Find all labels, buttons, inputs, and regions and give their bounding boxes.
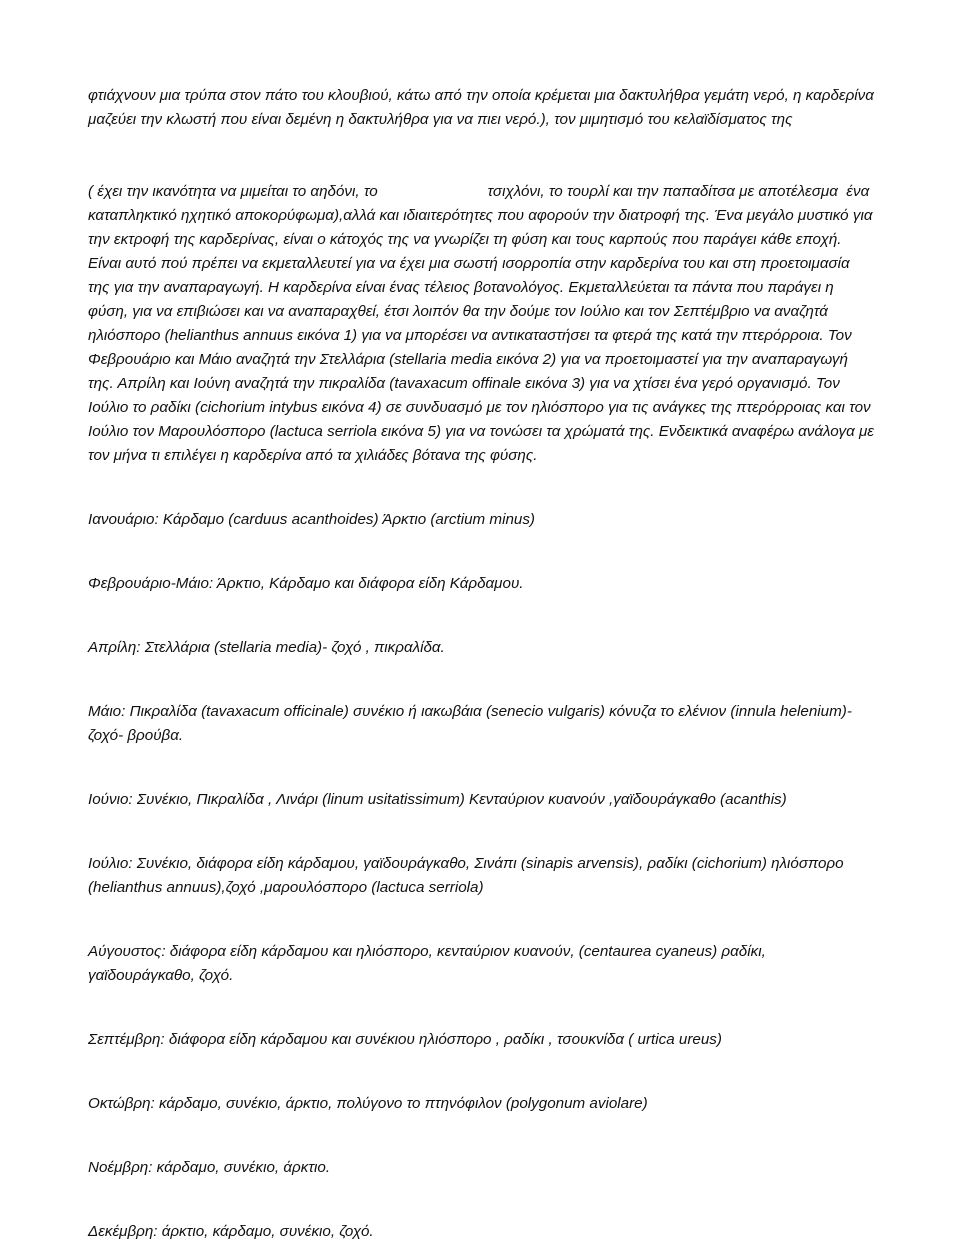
month-june: Ιούνιο: Συνέκιο, Πικραλίδα , Λινάρι (linum usitatissimum) Κενταύριον κυανούν ,γαϊδουράγκαθο (acanthis) — [88, 791, 787, 808]
spacer — [88, 660, 874, 700]
document-page — [88, 84, 879, 1244]
month-september: Σεπτέμβρη: διάφορα είδη κάρδαμου και συνέκιου ηλιόσπορο , ραδίκι , τσουκνίδα ( urtica ureus) — [88, 1031, 722, 1048]
spacer — [88, 532, 874, 572]
spacer — [88, 900, 874, 940]
spacer — [88, 1180, 874, 1220]
month-may: Μάιο: Πικραλίδα (tavaxacum officinale) συνέκιο ή ιακωβάια (senecio vulgaris) κόνυζα το ελένιον (innula helenium)-ζοχό- βρούβα. — [88, 703, 852, 744]
month-august: Αύγουστος: διάφορα είδη κάρδαμου και ηλιόσπορο, κενταύριον κυανούν, (centaurea cyaneus) ραδίκι, γαϊδουράγκαθο, ζοχό. — [88, 943, 766, 984]
spacer — [88, 812, 874, 852]
spacer — [88, 468, 874, 508]
spacer — [88, 988, 874, 1028]
month-april: Απρίλη: Στελλάρια (stellaria media)- ζοχό , πικραλίδα. — [88, 639, 445, 656]
spacer — [88, 1116, 874, 1156]
month-february-may: Φεβρουάριο-Μάιο: Άρκτιο, Κάρδαμο και διάφορα είδη Κάρδαμου. — [88, 575, 524, 592]
intro-paragraph: φτιάχνουν μια τρύπα στον πάτο του κλουβιού, κάτω από την οποία κρέμεται μια δακτυλήθρα γεμάτη νερό, η καρδερίνα μαζεύει την κλωστή που είναι δεμένη η δακτυλήθρα για να πιει νερό.), τον μιμητισμό του κελαϊδίσματος της — [88, 87, 874, 128]
spacer — [88, 1052, 874, 1092]
month-january: Ιανουάριο: Κάρδαμο (carduus acanthoides) Άρκτιο (arctium minus) — [88, 511, 535, 528]
spacer — [88, 156, 874, 180]
month-october: Οκτώβρη: κάρδαμο, συνέκιο, άρκτιο, πολύγονο το πτηνόφιλον (polygonum aviolare) — [88, 1095, 648, 1112]
month-december: Δεκέμβρη: άρκτιο, κάρδαμο, συνέκιο, ζοχό. — [88, 1223, 374, 1240]
spacer — [88, 596, 874, 636]
main-paragraph: ( έχει την ικανότητα να μιμείται το αηδόνι, το τσιχλόνι, το τουρλί και την παπαδίτσα με αποτέλεσμα ένα καταπληκτικό ηχητικό αποκορύφωμα),αλλά και ιδιαιτερότητες που αφορούν την διατροφή της. Ένα μεγάλο μυστικό για την εκτροφή της καρδερίνας, είναι ο κάτοχός της να γνωρίζει τη φύση και τους καρπούς που παράγει κάθε εποχή. Είναι αυτό πού πρέπει να εκμεταλλευτεί για να έχει μια σωστή ισορροπία στην καρδερίνα του και στη προετοιμασία της για την αναπαραγωγή. Η καρδερίνα είναι ένας τέλειος βοτανολόγος. Εκμεταλλεύεται τα πάντα που παράγει η φύση, για να επιβιώσει και να αναπαραχθεί, έτσι λοιπόν θα την δούμε τον Ιούλιο και τον Σεπτέμβριο να αναζητά ηλιόσπορο (helianthus annuus εικόνα 1) για να μπορέσει να αντικαταστήσει τα φτερά της κατά την πτερόρροια. Τον Φεβρουάριο και Μάιο αναζητά την Στελλάρια (stellaria media εικόνα 2) για να προετοιμαστεί για την αναπαραγωγή της. Απρίλη και Ιούνη αναζητά την πικραλίδα (tavaxacum offinale εικόνα 3) για να χτίσει ένα γερό οργανισμό. Τον Ιούλιο το ραδίκι (cichorium intybus εικόνα 4) σε συνδυασμό με τον ηλιόσπορο για τις ανάγκες της πτερόρροιας και τον Ιούλιο τον Μαρουλόσπορο (lactuca serriola εικόνα 5) για να τονώσει τα χρώματά της. Ενδεικτικά αναφέρω ανάλογα με τον μήνα τι επιλέγει η καρδερίνα από τα χιλιάδες βότανα της φύσης. — [88, 183, 879, 464]
spacer — [88, 748, 874, 788]
month-november: Νοέμβρη: κάρδαμο, συνέκιο, άρκτιο. — [88, 1159, 331, 1176]
month-july: Ιούλιο: Συνέκιο, διάφορα είδη κάρδαμου, γαϊδουράγκαθο, Σινάπι (sinapis arvensis), ραδίκι (cichorium) ηλιόσπορο (helianthus annuus),ζοχό ,μαρουλόσπορο (lactuca serriola) — [88, 855, 844, 896]
